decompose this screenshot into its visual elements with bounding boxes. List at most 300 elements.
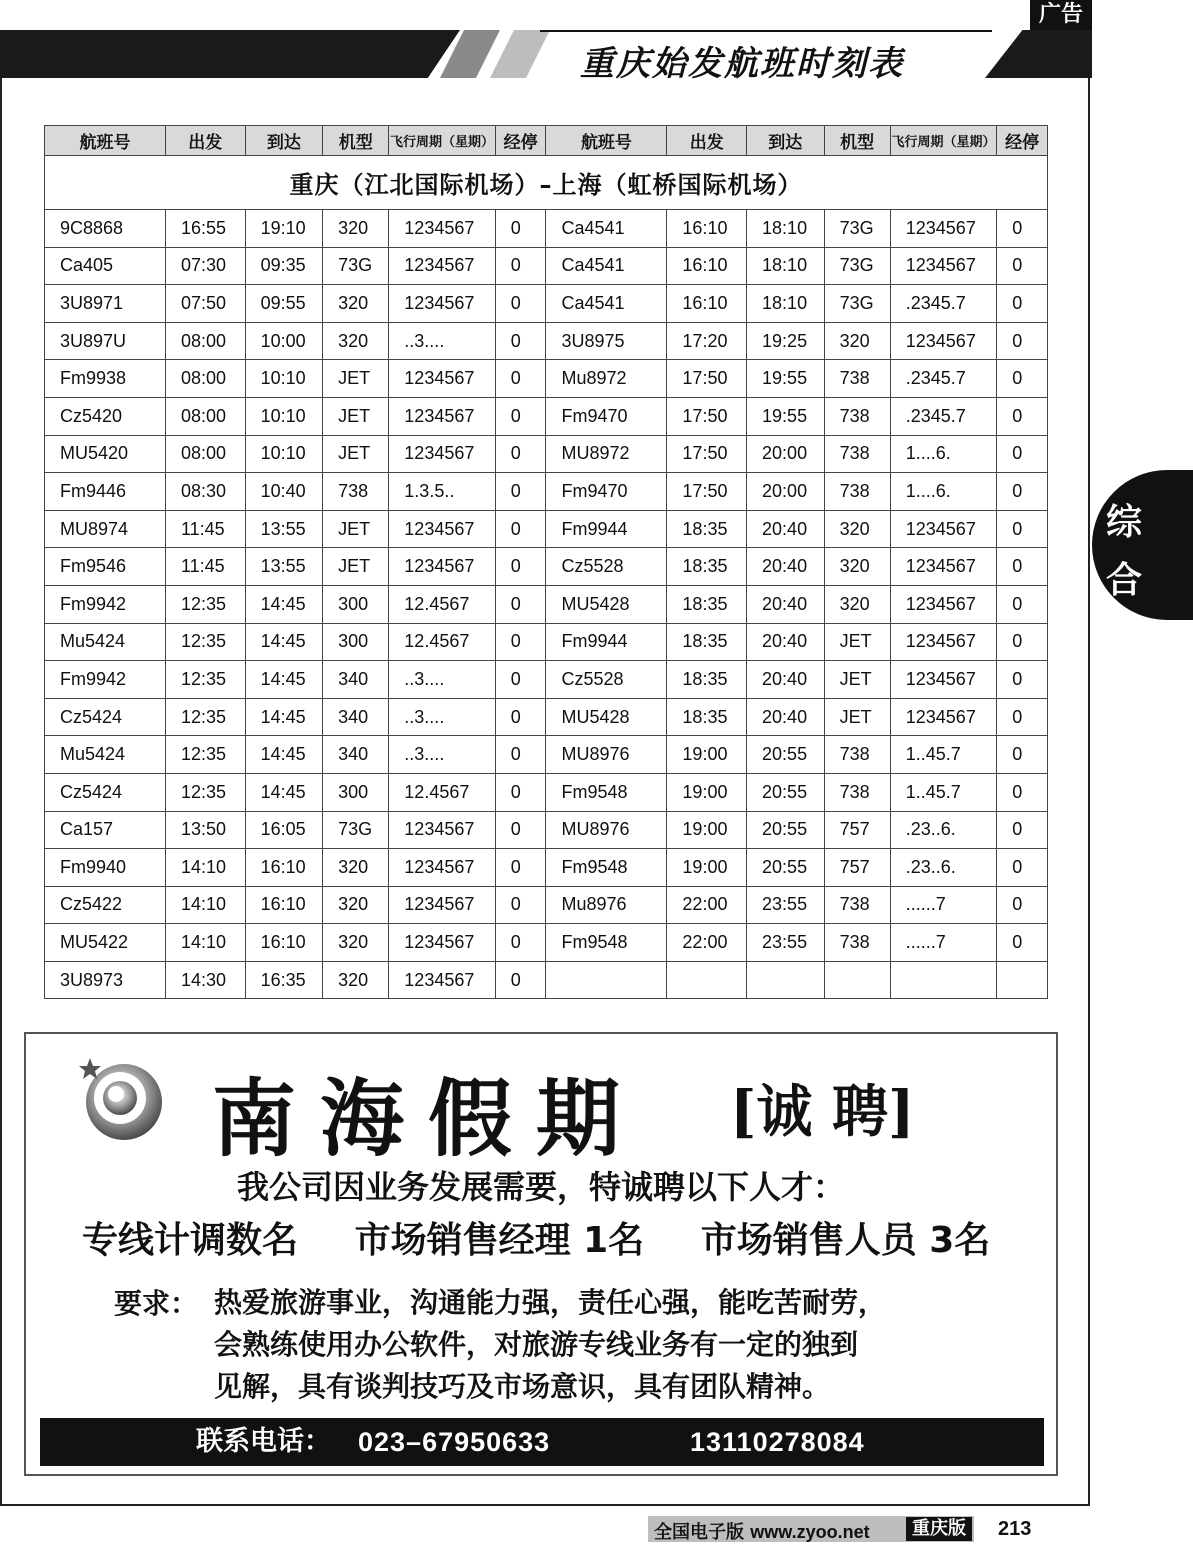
- aircraft-type: 320: [323, 322, 389, 360]
- flight-days: ..3....: [389, 736, 496, 774]
- col-header-stops: 经停: [495, 126, 546, 156]
- stops: 0: [495, 736, 546, 774]
- flight-number: MU8976: [546, 811, 667, 849]
- flight-number: MU8976: [546, 736, 667, 774]
- aircraft-type: 738: [824, 473, 890, 511]
- aircraft-type: 738: [824, 360, 890, 398]
- flight-number: Fm9470: [546, 397, 667, 435]
- contact-bar: [40, 1418, 1044, 1466]
- table-row: [45, 773, 1048, 811]
- aircraft-type: 73G: [824, 210, 890, 248]
- table-row: [45, 285, 1048, 323]
- contact-phone-1: 023–67950633: [358, 1427, 551, 1457]
- table-row: [45, 247, 1048, 285]
- requirement-line: 热爱旅游事业，沟通能力强，责任心强，能吃苦耐劳，: [214, 1286, 887, 1319]
- depart-time: 07:30: [165, 247, 245, 285]
- header-stripe-light: [490, 30, 550, 78]
- aircraft-type: 320: [824, 510, 890, 548]
- contact-label: 联系电话：: [196, 1426, 331, 1457]
- aircraft-type: 738: [323, 473, 389, 511]
- flight-number: Fm9944: [546, 510, 667, 548]
- flight-days: 1....6.: [890, 435, 997, 473]
- depart-time: 14:10: [165, 886, 245, 924]
- depart-time: 08:00: [165, 360, 245, 398]
- depart-time: 08:00: [165, 397, 245, 435]
- arrive-time: 20:55: [747, 773, 825, 811]
- arrive-time: 14:45: [245, 736, 323, 774]
- arrive-time: [747, 961, 825, 999]
- stops: [997, 961, 1048, 999]
- table-row: [45, 924, 1048, 962]
- stops: 0: [997, 210, 1048, 248]
- arrive-time: 10:40: [245, 473, 323, 511]
- table-row: [45, 548, 1048, 586]
- flight-days: ..3....: [389, 322, 496, 360]
- col-header-stops: 经停: [997, 126, 1048, 156]
- flight-days: 1234567: [389, 397, 496, 435]
- stops: 0: [495, 548, 546, 586]
- flight-number: Fm9944: [546, 623, 667, 661]
- flight-number: Cz5422: [45, 886, 166, 924]
- aircraft-type: 320: [323, 849, 389, 887]
- flight-days: .23..6.: [890, 849, 997, 887]
- company-logo-icon: [76, 1054, 166, 1144]
- flight-days: 1234567: [389, 210, 496, 248]
- flight-days: 1234567: [890, 623, 997, 661]
- table-row: [45, 510, 1048, 548]
- requirements-label: 要求：: [114, 1287, 199, 1320]
- footer-edition-label: 全国电子版: [654, 1522, 744, 1543]
- aircraft-type: JET: [824, 623, 890, 661]
- flight-days: 1.3.5..: [389, 473, 496, 511]
- col-header-flight: 航班号: [546, 126, 667, 156]
- table-row: [45, 473, 1048, 511]
- aircraft-type: 320: [824, 585, 890, 623]
- table-row: [45, 322, 1048, 360]
- depart-time: 18:35: [667, 661, 747, 699]
- arrive-time: 20:00: [747, 473, 825, 511]
- stops: 0: [997, 736, 1048, 774]
- aircraft-type: 757: [824, 849, 890, 887]
- arrive-time: 13:55: [245, 510, 323, 548]
- aircraft-type: 738: [824, 397, 890, 435]
- flight-number: Mu5424: [45, 623, 166, 661]
- stops: 0: [997, 360, 1048, 398]
- flight-days: ......7: [890, 924, 997, 962]
- aircraft-type: JET: [824, 661, 890, 699]
- flight-days: ..3....: [389, 661, 496, 699]
- flight-days: 1234567: [890, 548, 997, 586]
- flight-days: 1234567: [890, 322, 997, 360]
- col-header-aircraft: 机型: [824, 126, 890, 156]
- arrive-time: 23:55: [747, 924, 825, 962]
- depart-time: 22:00: [667, 886, 747, 924]
- arrive-time: 19:10: [245, 210, 323, 248]
- positions-list: [82, 1212, 1034, 1263]
- depart-time: 16:10: [667, 247, 747, 285]
- aircraft-type: JET: [323, 397, 389, 435]
- flight-number: Ca4541: [546, 285, 667, 323]
- flight-days: ......7: [890, 886, 997, 924]
- flight-schedule-table: [44, 125, 1048, 999]
- arrive-time: 20:00: [747, 435, 825, 473]
- aircraft-type: JET: [323, 360, 389, 398]
- route-title: 重庆（江北国际机场）–上海（虹桥国际机场）: [45, 156, 1048, 210]
- flight-number: 3U8973: [45, 961, 166, 999]
- flight-days: 1234567: [389, 360, 496, 398]
- depart-time: 08:00: [165, 435, 245, 473]
- depart-time: 13:50: [165, 811, 245, 849]
- recruitment-ad: [24, 1032, 1058, 1476]
- table-row: [45, 811, 1048, 849]
- depart-time: 12:35: [165, 661, 245, 699]
- table-row: [45, 849, 1048, 887]
- depart-time: 19:00: [667, 736, 747, 774]
- flight-number: Cz5424: [45, 698, 166, 736]
- depart-time: 11:45: [165, 548, 245, 586]
- section-tab: [1092, 470, 1193, 620]
- flight-number: MU5422: [45, 924, 166, 962]
- stops: 0: [495, 585, 546, 623]
- flight-number: 3U8975: [546, 322, 667, 360]
- aircraft-type: 73G: [824, 247, 890, 285]
- arrive-time: 10:10: [245, 435, 323, 473]
- stops: 0: [495, 849, 546, 887]
- depart-time: 08:00: [165, 322, 245, 360]
- arrive-time: 20:40: [747, 510, 825, 548]
- aircraft-type: 340: [323, 661, 389, 699]
- aircraft-type: 340: [323, 736, 389, 774]
- arrive-time: 20:55: [747, 811, 825, 849]
- aircraft-type: 738: [824, 736, 890, 774]
- arrive-time: 14:45: [245, 585, 323, 623]
- footer-city-edition: 重庆版: [906, 1517, 972, 1541]
- depart-time: 19:00: [667, 849, 747, 887]
- stops: 0: [997, 510, 1048, 548]
- table-row: [45, 961, 1048, 999]
- depart-time: 17:50: [667, 360, 747, 398]
- depart-time: 17:20: [667, 322, 747, 360]
- col-header-arrive: 到达: [245, 126, 323, 156]
- position-item: 专线计调数名: [82, 1220, 299, 1261]
- footer-banner: [648, 1516, 974, 1542]
- flight-days: ..3....: [389, 698, 496, 736]
- depart-time: 17:50: [667, 473, 747, 511]
- flight-days: 1234567: [890, 247, 997, 285]
- aircraft-type: 320: [824, 322, 890, 360]
- aircraft-type: 320: [323, 924, 389, 962]
- section-tab-char-1: 综: [1106, 502, 1143, 543]
- flight-number: Fm9942: [45, 661, 166, 699]
- arrive-time: 10:10: [245, 397, 323, 435]
- flight-days: .2345.7: [890, 397, 997, 435]
- stops: 0: [997, 661, 1048, 699]
- depart-time: 18:35: [667, 623, 747, 661]
- flight-days: 1234567: [389, 924, 496, 962]
- arrive-time: 19:55: [747, 360, 825, 398]
- stops: 0: [997, 886, 1048, 924]
- stops: 0: [997, 548, 1048, 586]
- flight-number: Ca4541: [546, 210, 667, 248]
- col-header-depart: 出发: [667, 126, 747, 156]
- stops: 0: [495, 811, 546, 849]
- flight-number: Fm9942: [45, 585, 166, 623]
- flight-number: Fm9546: [45, 548, 166, 586]
- depart-time: 14:10: [165, 849, 245, 887]
- aircraft-type: 320: [323, 886, 389, 924]
- depart-time: 19:00: [667, 773, 747, 811]
- stops: 0: [495, 510, 546, 548]
- table-row: [45, 661, 1048, 699]
- flight-number: Fm9940: [45, 849, 166, 887]
- flight-number: Fm9446: [45, 473, 166, 511]
- stops: 0: [495, 961, 546, 999]
- stops: 0: [495, 623, 546, 661]
- flight-number: [546, 961, 667, 999]
- stops: 0: [495, 247, 546, 285]
- arrive-time: 14:45: [245, 773, 323, 811]
- flight-number: Cz5528: [546, 548, 667, 586]
- depart-time: 16:10: [667, 285, 747, 323]
- flight-number: MU8974: [45, 510, 166, 548]
- footer-text: [654, 1518, 870, 1544]
- flight-number: MU5420: [45, 435, 166, 473]
- col-header-aircraft: 机型: [323, 126, 389, 156]
- flight-days: 1234567: [890, 585, 997, 623]
- arrive-time: 09:55: [245, 285, 323, 323]
- flight-number: Cz5424: [45, 773, 166, 811]
- aircraft-type: 300: [323, 623, 389, 661]
- flight-number: Fm9548: [546, 773, 667, 811]
- aircraft-type: 320: [323, 961, 389, 999]
- depart-time: 14:10: [165, 924, 245, 962]
- stops: 0: [495, 285, 546, 323]
- aircraft-type: 320: [323, 210, 389, 248]
- stops: 0: [495, 924, 546, 962]
- flight-days: 12.4567: [389, 585, 496, 623]
- table-header-row: [45, 126, 1048, 156]
- stops: 0: [997, 623, 1048, 661]
- stops: 0: [997, 397, 1048, 435]
- depart-time: 17:50: [667, 435, 747, 473]
- flight-number: 9C8868: [45, 210, 166, 248]
- aircraft-type: 73G: [323, 247, 389, 285]
- arrive-time: 23:55: [747, 886, 825, 924]
- arrive-time: 20:40: [747, 548, 825, 586]
- table-row: [45, 623, 1048, 661]
- aircraft-type: 757: [824, 811, 890, 849]
- flight-days: 1234567: [389, 548, 496, 586]
- stops: 0: [495, 661, 546, 699]
- contact-phone-2: 13110278084: [690, 1427, 865, 1457]
- arrive-time: 19:55: [747, 397, 825, 435]
- flight-number: MU5428: [546, 698, 667, 736]
- depart-time: 14:30: [165, 961, 245, 999]
- depart-time: 22:00: [667, 924, 747, 962]
- aircraft-type: 340: [323, 698, 389, 736]
- header-black-corner: [985, 30, 1092, 78]
- arrive-time: 20:40: [747, 698, 825, 736]
- flight-number: Fm9548: [546, 924, 667, 962]
- aircraft-type: 320: [824, 548, 890, 586]
- stops: 0: [495, 210, 546, 248]
- table-row: [45, 886, 1048, 924]
- stops: 0: [997, 435, 1048, 473]
- flight-number: Mu5424: [45, 736, 166, 774]
- flight-days: 1..45.7: [890, 736, 997, 774]
- aircraft-type: JET: [323, 435, 389, 473]
- flight-number: Ca405: [45, 247, 166, 285]
- arrive-time: 16:05: [245, 811, 323, 849]
- flight-number: 3U897U: [45, 322, 166, 360]
- aircraft-type: 738: [824, 924, 890, 962]
- flight-days: .2345.7: [890, 285, 997, 323]
- depart-time: 19:00: [667, 811, 747, 849]
- arrive-time: 20:40: [747, 623, 825, 661]
- stops: 0: [997, 698, 1048, 736]
- requirement-line: 会熟练使用办公软件，对旅游专线业务有一定的独到: [214, 1328, 859, 1361]
- flight-days: 1..45.7: [890, 773, 997, 811]
- footer-url: www.zyoo.net: [750, 1522, 870, 1542]
- stops: 0: [495, 322, 546, 360]
- stops: 0: [495, 698, 546, 736]
- stops: 0: [495, 886, 546, 924]
- section-tab-char-2: 合: [1106, 560, 1143, 601]
- aircraft-type: 73G: [824, 285, 890, 323]
- depart-time: 18:35: [667, 698, 747, 736]
- flight-number: 3U8971: [45, 285, 166, 323]
- header-line: [540, 30, 992, 32]
- arrive-time: 16:10: [245, 849, 323, 887]
- flight-number: Fm9938: [45, 360, 166, 398]
- arrive-time: 16:10: [245, 886, 323, 924]
- stops: 0: [495, 397, 546, 435]
- table-row: [45, 435, 1048, 473]
- stops: 0: [495, 473, 546, 511]
- depart-time: 12:35: [165, 585, 245, 623]
- arrive-time: 18:10: [747, 247, 825, 285]
- flight-days: [890, 961, 997, 999]
- recruit-heading: [诚 聘]: [730, 1079, 915, 1145]
- depart-time: 12:35: [165, 623, 245, 661]
- depart-time: 18:35: [667, 510, 747, 548]
- arrive-time: 16:10: [245, 924, 323, 962]
- page-number: 213: [998, 1518, 1032, 1540]
- flight-days: 1234567: [389, 886, 496, 924]
- aircraft-type: [824, 961, 890, 999]
- header-band: [0, 30, 1092, 78]
- flight-days: 12.4567: [389, 773, 496, 811]
- arrive-time: 20:55: [747, 849, 825, 887]
- flight-number: Ca4541: [546, 247, 667, 285]
- arrive-time: 14:45: [245, 661, 323, 699]
- flight-days: 1234567: [389, 849, 496, 887]
- stops: 0: [997, 285, 1048, 323]
- stops: 0: [997, 585, 1048, 623]
- flight-days: 12.4567: [389, 623, 496, 661]
- route-row: [45, 156, 1048, 210]
- arrive-time: 20:40: [747, 585, 825, 623]
- aircraft-type: 300: [323, 773, 389, 811]
- col-header-days: 飞行周期（星期）: [389, 126, 496, 156]
- depart-time: 11:45: [165, 510, 245, 548]
- aircraft-type: 738: [824, 435, 890, 473]
- arrive-time: 14:45: [245, 623, 323, 661]
- flight-number: Ca157: [45, 811, 166, 849]
- depart-time: 12:35: [165, 773, 245, 811]
- aircraft-type: 73G: [323, 811, 389, 849]
- arrive-time: 18:10: [747, 285, 825, 323]
- depart-time: 12:35: [165, 698, 245, 736]
- arrive-time: 09:35: [245, 247, 323, 285]
- col-header-flight: 航班号: [45, 126, 166, 156]
- depart-time: [667, 961, 747, 999]
- page-title: 重庆始发航班时刻表: [580, 44, 904, 84]
- flight-number: Mu8972: [546, 360, 667, 398]
- arrive-time: 19:25: [747, 322, 825, 360]
- table-row: [45, 585, 1048, 623]
- position-item: 市场销售经理 1名: [354, 1220, 645, 1261]
- col-header-arrive: 到达: [747, 126, 825, 156]
- stops: 0: [997, 473, 1048, 511]
- flight-number: MU8972: [546, 435, 667, 473]
- stops: 0: [997, 773, 1048, 811]
- flight-days: 1234567: [389, 961, 496, 999]
- flight-number: Fm9548: [546, 849, 667, 887]
- flight-days: .2345.7: [890, 360, 997, 398]
- arrive-time: 20:55: [747, 736, 825, 774]
- table-row: [45, 210, 1048, 248]
- depart-time: 18:35: [667, 585, 747, 623]
- flight-number: Fm9470: [546, 473, 667, 511]
- stops: 0: [997, 811, 1048, 849]
- aircraft-type: 738: [824, 886, 890, 924]
- arrive-time: 10:00: [245, 322, 323, 360]
- aircraft-type: 738: [824, 773, 890, 811]
- arrive-time: 10:10: [245, 360, 323, 398]
- requirement-line: 见解，具有谈判技巧及市场意识，具有团队精神。: [214, 1370, 831, 1403]
- aircraft-type: JET: [323, 510, 389, 548]
- depart-time: 12:35: [165, 736, 245, 774]
- flight-days: 1234567: [389, 510, 496, 548]
- depart-time: 18:35: [667, 548, 747, 586]
- depart-time: 16:55: [165, 210, 245, 248]
- flight-days: 1234567: [890, 661, 997, 699]
- flight-days: 1....6.: [890, 473, 997, 511]
- aircraft-type: JET: [323, 548, 389, 586]
- flight-days: 1234567: [389, 811, 496, 849]
- flight-number: Cz5420: [45, 397, 166, 435]
- flight-days: 1234567: [890, 210, 997, 248]
- arrive-time: 16:35: [245, 961, 323, 999]
- ad-label: 广告: [1030, 0, 1092, 30]
- flight-days: 1234567: [389, 435, 496, 473]
- requirements-text: [214, 1282, 1014, 1408]
- flight-number: MU5428: [546, 585, 667, 623]
- depart-time: 07:50: [165, 285, 245, 323]
- col-header-depart: 出发: [165, 126, 245, 156]
- arrive-time: 14:45: [245, 698, 323, 736]
- depart-time: 16:10: [667, 210, 747, 248]
- arrive-time: 20:40: [747, 661, 825, 699]
- flight-days: 1234567: [389, 285, 496, 323]
- flight-days: .23..6.: [890, 811, 997, 849]
- stops: 0: [997, 247, 1048, 285]
- aircraft-type: 300: [323, 585, 389, 623]
- position-item: 市场销售人员 3名: [700, 1220, 991, 1261]
- arrive-time: 18:10: [747, 210, 825, 248]
- stops: 0: [997, 924, 1048, 962]
